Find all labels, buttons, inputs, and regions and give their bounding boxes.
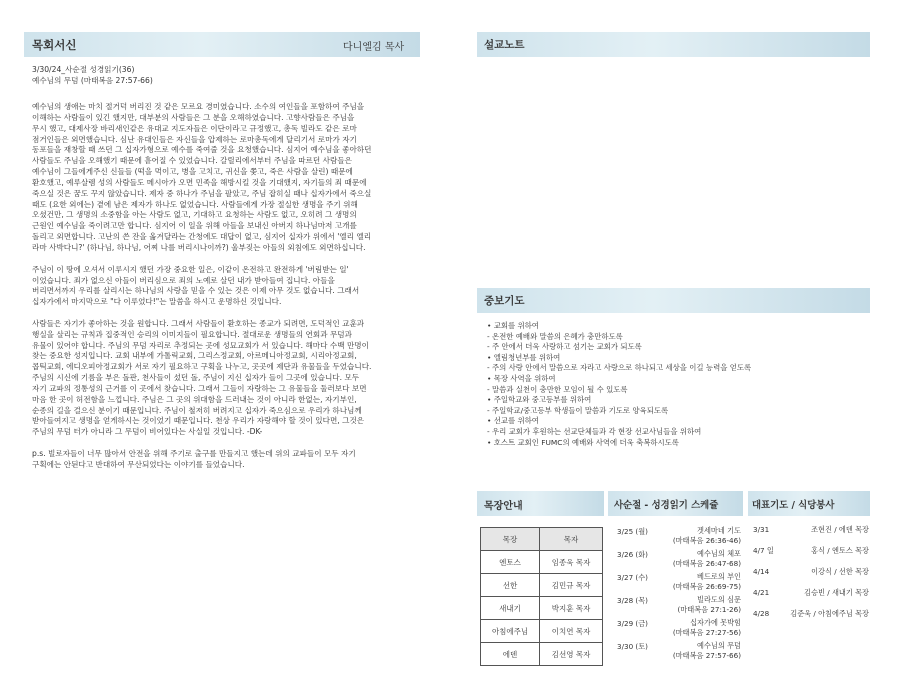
devotional-para1-line: 점거인들은 외면했습니다. 심난 유대인들은 자신들을 압제하는 로마총독에게 달리기서 로마가 자기: [32, 134, 357, 144]
duty-assignment: 김승빈 / 새내기 목장: [804, 588, 869, 597]
duty-date: 4/21: [753, 588, 770, 597]
prayer-item: - 주일학교/중고등부 학생들이 말씀과 기도로 양육되도록: [487, 405, 669, 415]
devotional-para1-line: 무시 했고, 대제사장 바리새인같은 유대교 지도자들은 이단이라고 규정했고, 총독 빌라도 같은 로마: [32, 123, 357, 133]
devotional-para1-line: 오셨건만, 그 생명의 소중함을 아는 사람도 없고, 기대하고 요청하는 사람도 없고, 오히려 그 생명의: [32, 210, 357, 220]
prayer-item: - 주의 사랑 안에서 말씀으로 자라고 사랑으로 하나되고 세상을 이길 능력을 얻도록: [487, 363, 752, 373]
lent-ref: (마태복음 26:69-75): [672, 582, 741, 591]
prayer-item: • 주일학교와 중고등부를 위하여: [487, 395, 592, 405]
prayer-item: • 목장 사역을 위하여: [487, 373, 556, 383]
duty-date: 3/31: [753, 525, 770, 534]
lent-date: 3/26 (화): [617, 550, 648, 559]
devotional-para1-line: 때도 (요한 외에는) 곁에 남은 제자가 하나도 없었습니다. 사람들에게 가장 절실한 생명을 주기 위해: [32, 199, 358, 209]
devotional-body: [32, 102, 420, 471]
lent-ref: (마태복음 26:36-46): [672, 536, 741, 545]
lent-ref: (마태복음 26:47-68): [672, 559, 741, 568]
mokjang-name: 엔토스: [481, 551, 540, 574]
lent-date: 3/28 (목): [617, 596, 648, 605]
duty-row: [753, 588, 869, 609]
devotional-para3-line: 순종의 길을 걸으신 분이기 때문입니다. 주님이 철저히 버려지고 십자가 죽으심으로 우리가 하나님께: [32, 405, 362, 415]
devotional-para1-line: 동포들을 재창할 때 쓰던 그 십자가형으로 예수를 죽여줄 것을 요청했습니다. 심지어 예수님을 좋아하던: [32, 145, 372, 155]
lent-row: [617, 640, 741, 663]
prayer-item: - 말씀과 실천이 충만한 모임이 될 수 있도록: [487, 384, 628, 394]
lent-title: 예수님의 무덤: [697, 641, 741, 650]
mokjang-name: 선한: [481, 574, 540, 597]
devotional-para3-line: 사람들은 자기가 좋아하는 것을 원합니다. 그래서 사람들이 환호하는 종교가 되려면, 도덕적인 교훈과: [32, 318, 365, 328]
devotional-para3-line: 찾는 중요한 성지입니다. 교회 내부에 가톨릭교회, 그리스정교회, 아르메니아정교회, 시리아정교회,: [32, 351, 357, 361]
devotional-para1-line: 돌리고 외면합니다. 고난의 쓴 잔을 옮겨달라는 간청에도 대답이 없고, 심지어 십자가 위에서 '엘리 엘리: [32, 232, 372, 242]
devotional-section-title: 목회서신: [32, 38, 77, 52]
prayer-list: [487, 321, 867, 448]
devotional-para1-line: 근원인 예수님을 죽이려고만 합니다. 심지어 이 일을 위해 아들을 보내신 아버지 하나님마저 고개를: [32, 221, 357, 231]
mokjang-table: [480, 527, 603, 666]
lent-section-title: 사순절 - 성경읽기 스케쥴: [614, 500, 719, 511]
devotional-title-line: 예수님의 무덤 (마태복음 27:57-66): [32, 75, 153, 85]
devotional-para2-line: 버리면서까지 우리를 살리시는 하나님의 사랑을 믿을 수 있는 것은 이제 아무 것도 없습니다. 그래서: [32, 286, 360, 296]
lent-schedule-list: [617, 525, 741, 663]
devotional-author: 다니엘김 목사: [343, 42, 405, 53]
duty-assignment: 조현진 / 에덴 목장: [811, 525, 869, 534]
devotional-para3-line: 자기 교파의 정통성의 근거를 이 곳에서 찾습니다. 그래서 그들이 자랑하는 그 유물들을 둘러보다 보면: [32, 383, 367, 393]
devotional-para2-line: 주님이 이 땅에 오셔서 이루시지 했던 가장 중요한 일은, 이같이 온전하고 완전하게 '버림받는 일': [32, 264, 349, 274]
devotional-para3-line: 받아들여지고 생명을 얻게하시는 것이었기 때문입니다. 천상 우리가 자랑해야 할 것이 있다면, 그것은: [32, 416, 365, 426]
duty-row: [753, 546, 869, 567]
duty-list: [753, 525, 869, 630]
lent-title: 겟세마네 기도: [697, 526, 741, 535]
devotional-para1-line: 예수님이 그들에게주신 신들들 (떡을 먹이고, 병을 고치고, 귀신을 쫓고, 죽은 사람을 살린) 때문에: [32, 167, 353, 177]
prayer-section-title: 중보기도: [484, 295, 525, 307]
mokjang-leader: 이치연 목자: [540, 620, 603, 643]
devotional-para3-line: 유물이 있어야 합니다. 주님의 무덤 자리로 추정되는 곳에 성묘교회가 서 있습니다. 해마다 수백 만명이: [32, 340, 369, 350]
duty-row: [753, 525, 869, 546]
mokjang-leader: 박지훈 목자: [540, 597, 603, 620]
duty-assignment: 이강식 / 선한 목장: [811, 567, 869, 576]
devotional-para1-line: 사람들도 주님을 오해했기 때문에 흩어질 수 있었습니다. 갈릴리에서부터 주님을 따르던 사람들은: [32, 156, 352, 166]
lent-title: 예수님의 체포: [697, 549, 741, 558]
lent-ref: (마태복음 27:57-66): [672, 651, 741, 660]
devotional-para3-line: 콥틱교회, 에디오피아정교회가 서로 자기 필요하고 구획을 나누고, 곳곳에 제단과 유물들을 두었습니다.: [32, 362, 372, 372]
lent-ref: (마태복음 27:27-56): [672, 628, 741, 637]
lent-title: 십자가에 못박힘: [690, 618, 741, 627]
lent-title: 빌라도의 심문: [697, 595, 741, 604]
lent-date: 3/30 (토): [617, 642, 648, 651]
mokjang-section-title: 목장안내: [484, 501, 523, 512]
mokjang-leader: 김민규 목자: [540, 574, 603, 597]
duty-date: 4/28: [753, 609, 770, 618]
devotional-para3-line: 행실을 살리는 규칙과 집중적인 승리의 이미지들이 필요합니다. 절대로운 생명들의 연회과 무덤과: [32, 329, 352, 339]
mokjang-name: 새내기: [481, 597, 540, 620]
lent-title: 베드로의 부인: [697, 572, 741, 581]
devotional-date-line: 3/30/24_사순절 성경읽기(36): [32, 65, 135, 74]
devotional-heading: [32, 65, 420, 87]
devotional-para2-line: 십자가에서 마지막으로 "다 이루었다!"는 말씀을 하시고 운명하신 것입니다.: [32, 297, 282, 307]
lent-ref: (마태복음 27:1-26): [677, 605, 741, 614]
devotional-ps-line: p.s. 빌로자들이 너무 많아서 안전을 위해 주기로 출구를 만들지고 했는데 위의 교파들이 모두 자기: [32, 449, 356, 458]
devotional-ps-line: 구획에는 안된다고 반대하여 무산되었다는 이야기를 들었습니다.: [32, 459, 245, 469]
sermon-notes-header-band: [477, 32, 870, 57]
prayer-header-band: [477, 288, 870, 313]
prayer-item: • 선교를 위하여: [487, 416, 539, 426]
devotional-para2-line: 이었습니다. 죄가 없으신 아들이 버리심으로 죄의 노예로 살던 내가 받아들여 집니다. 아들을: [32, 275, 335, 285]
mokjang-name: 에덴: [481, 643, 540, 666]
prayer-item: - 우리 교회가 후원하는 선교단체들과 각 현장 선교사님들을 위하여: [487, 426, 702, 436]
mokjang-header-cell: 목장: [481, 528, 540, 551]
devotional-para3-line: 주님의 무덤 터가 아니라 그 무덤이 비어있다는 사실일 것입니다. -DK-: [32, 427, 263, 437]
lent-date: 3/27 (수): [617, 573, 648, 582]
duty-row: [753, 567, 869, 588]
prayer-item: • 호스트 교회인 FUMC의 예배와 사역에 더욱 축복하시도록: [487, 437, 679, 447]
devotional-para3-line: 주님의 시신에 기름을 부은 돌판, 천사들이 섰던 돌, 주님이 지신 십자가 들이 그곳에 있습니다. 모두: [32, 373, 360, 383]
sermon-notes-title: 설교노트: [484, 39, 525, 51]
mokjang-header-cell: 목자: [540, 528, 603, 551]
lent-row: [617, 525, 741, 548]
lent-row: [617, 617, 741, 640]
prayer-item: - 주 안에서 더욱 사랑하고 섬기는 교회가 되도록: [487, 342, 642, 352]
mokjang-leader: 임종욱 목자: [540, 551, 603, 574]
devotional-para1-line: 라마 사박다니?' (하나님, 하나님, 어찌 나를 버리시나이까?) 울부짖는 아들의 외침에도 외면하십니다.: [32, 242, 366, 252]
prayer-item: • 엘림청년부를 위하여: [487, 352, 561, 362]
devotional-para1-line: 환호했고, 예루살렘 성의 사람들도 메시아가 오면 민족을 해방시킬 것을 기대했지, 자기들의 죄 때문에: [32, 177, 367, 187]
lent-date: 3/29 (금): [617, 619, 648, 628]
devotional-para1-line: 예수님의 생애는 마치 절거덕 버리진 것 같은 모르요 경미였습니다. 소수의 여인들을 포함하여 주님을: [32, 102, 365, 111]
duty-date: 4/14: [753, 567, 770, 576]
mokjang-leader: 김선영 목자: [540, 643, 603, 666]
lent-date: 3/25 (월): [617, 527, 648, 536]
duty-assignment: 김준욱 / 아침에주님 목장: [790, 609, 869, 618]
prayer-item: - 온전한 예배와 말씀의 은혜가 충만하도록: [487, 331, 623, 341]
duty-assignment: 홍식 / 엔토스 목장: [811, 546, 869, 555]
mokjang-name: 아침에주님: [481, 620, 540, 643]
prayer-item: • 교회를 위하여: [487, 321, 539, 330]
lent-row: [617, 594, 741, 617]
devotional-para1-line: 죽으실 것은 꿈도 꾸지 않았습니다. 제자 중 하나가 주님을 팔았고, 주님 잡히실 때나 십자가에서 죽으실: [32, 188, 372, 198]
devotional-para1-line: 이해하는 사람들이 있긴 했지만, 대부분의 사람들은 그 분을 오해하였습니다. 고향사람들은 주님을: [32, 112, 355, 122]
duty-date: 4/7 일: [753, 546, 774, 555]
duty-section-title: 대표기도 / 식당봉사: [752, 500, 835, 511]
lent-row: [617, 571, 741, 594]
duty-row: [753, 609, 869, 630]
devotional-para3-line: 마음 한 곳이 허전함을 느낍니다. 주님은 그 곳의 위대함을 드러내는 것이 아니라 한없는, 자기부인,: [32, 394, 357, 404]
lent-row: [617, 548, 741, 571]
